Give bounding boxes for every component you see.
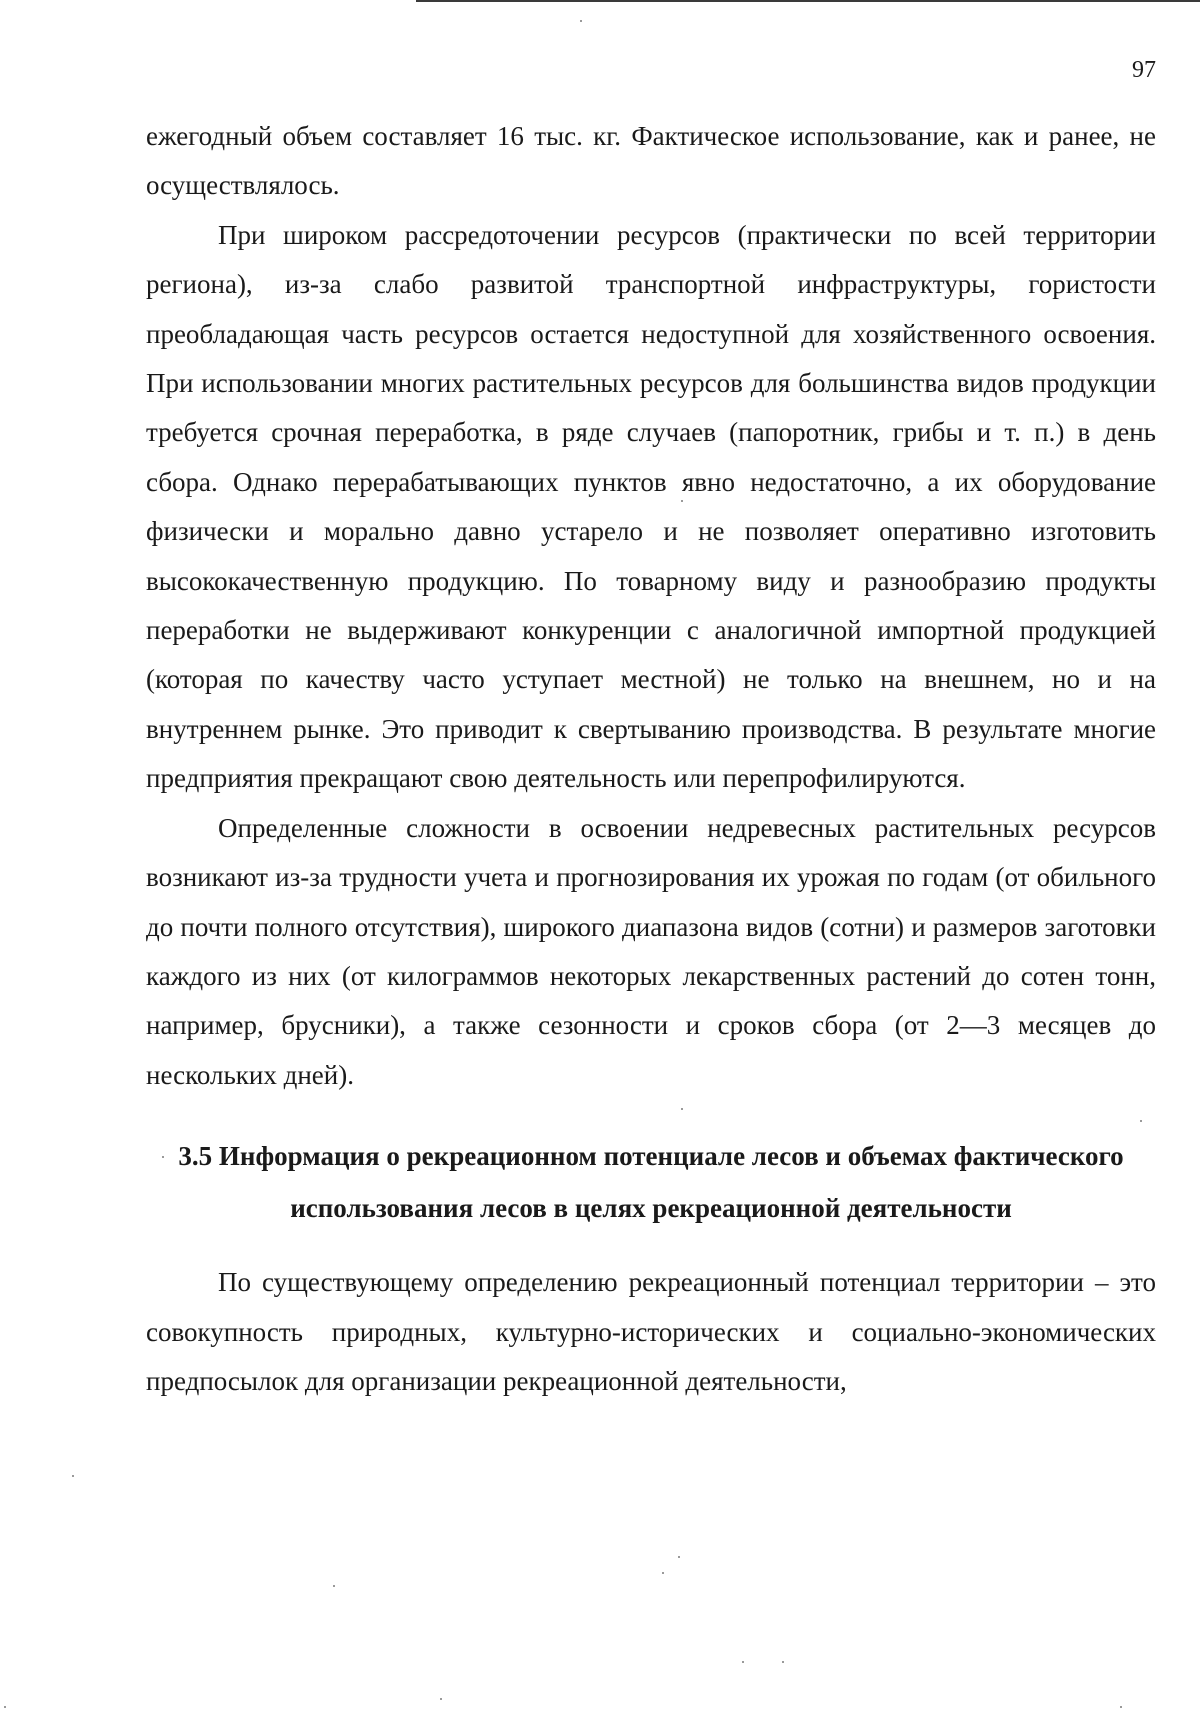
scan-top-border <box>416 0 1200 2</box>
scan-speck <box>72 1475 74 1477</box>
scan-speck <box>440 1698 442 1700</box>
scan-speck <box>742 1661 744 1663</box>
scan-speck <box>681 1108 683 1110</box>
section-heading-line-2: использования лесов в целях рекреационной деятельности <box>290 1193 1012 1224</box>
scan-speck <box>681 500 683 502</box>
scan-speck <box>662 1572 664 1574</box>
scan-speck <box>1120 1706 1122 1708</box>
section-spacer <box>146 1100 1156 1130</box>
scan-speck <box>1140 1120 1142 1122</box>
paragraph-resource-dispersion: При широком рассредоточении ресурсов (практически по всей территории региона), из-за слабо развитой транспортной инфраструктуры, гористости преобладающая часть ресурсов остается недоступной для хозяйственного освоения. При использовании многих растительных ресурсов для большинства видов продукции требуется срочная переработка, в ряде случаев (папоротник, грибы и т. п.) в день сбора. Однако перерабатывающих пунктов явно недостаточно, а их оборудование физически и морально давно устарело и не позволяет оперативно изготовить высококачественную продукцию. По товарному виду и разнообразию продукты переработки не выдерживают конкуренции с аналогичной импортной продукцией (которая по качеству часто уступает местной) не только на внешнем, но и на внутреннем рынке. Это приводит к свертыванию производства. В результате многие предприятия прекращают свою деятельность или перепрофилируются. <box>146 219 1156 794</box>
section-heading-line-1: 3.5 Информация о рекреационном потенциале лесов и объемах фактического <box>178 1141 1124 1172</box>
scan-speck <box>782 1661 784 1663</box>
scan-speck <box>333 1585 335 1587</box>
scan-speck <box>162 1156 164 1158</box>
heading-spacer <box>146 1234 1156 1258</box>
scan-speck <box>4 1706 6 1708</box>
paragraph-recreational-potential: По существующему определению рекреационный потенциал территории – это совокупность природных, культурно-исторических и социально-экономических предпосылок для организации рекреационной деятельности, <box>146 1267 1156 1396</box>
section-heading <box>146 1130 1156 1234</box>
page-number: 97 <box>1132 57 1156 83</box>
document-body <box>146 112 1156 1406</box>
paragraph-difficulties: Определенные сложности в освоении недревесных растительных ресурсов возникают из-за трудности учета и прогнозирования их урожая по годам (от обильного до почти полного отсутствия), широкого диапазона видов (сотни) и размеров заготовки каждого из них (от килограммов некоторых лекарственных растений до сотен тонн, например, брусники), а также сезонности и сроков сбора (от 2—3 месяцев до нескольких дней). <box>146 812 1156 1090</box>
scan-speck <box>678 1556 680 1558</box>
paragraph-continuation: ежегодный объем составляет 16 тыс. кг. Фактическое использование, как и ранее, не осуществлялось. <box>146 121 1156 201</box>
scan-speck <box>580 20 582 22</box>
